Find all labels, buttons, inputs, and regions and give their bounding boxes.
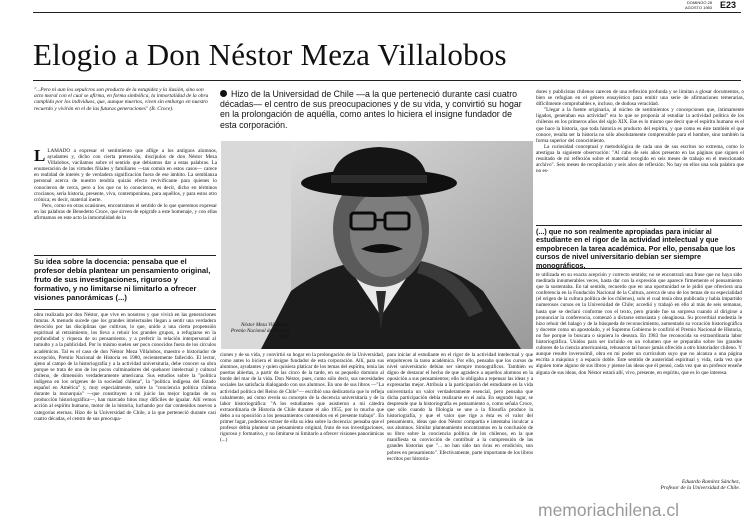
body-column-right xyxy=(536,89,744,174)
pull-quote-2: (...) que no son realmente apropiadas para iniciar al estudiante en el rigor de la actividad intelectual y que empobrecen la tarea académica. Por ello, pensaba que los cursos de nivel universitario debían ser siempre monográficos. xyxy=(536,227,736,270)
pull-quote-2-rule-bottom xyxy=(536,268,742,269)
date-line xyxy=(685,1,712,10)
lead-text: Hizo de la Universidad de Chile —a la que perteneció durante casi cuatro décadas— el centro de sus preocupaciones y de su vida, y convirtió su hogar en la prolongación de aquélla, como antes lo hiciera el insigne fundador de esta corporación. xyxy=(220,89,522,130)
portrait-photo xyxy=(221,141,533,349)
epigraph-text: "...Pero ni aun los sepulcros son producto de la estupidez y la ilusión, sino son acto moral con el cual se afirma, en forma simbólica, la inmortalidad de la obra cumplida por los individuos, que, aunque muertos, viven sin embargo en nuestro recuerdo y vivirán en el de las futuras generaciones" (B. Croce). xyxy=(34,87,209,112)
colR-paragraph-1: dores y publicistas chilenos carecen de una reflexión profunda y se limitan a glosar documentos, o bien se refugian en el género ensayístico para emitir una serie de afirmaciones temerarias, difícilmente comprobables e, incluso, de dudosa veracidad. xyxy=(536,89,744,108)
body-column-1 xyxy=(34,148,217,221)
bottom-column-3: para iniciar al estudiante en el rigor de la actividad intelectual y que empobrecen la tarea académica. Por ello, pensaba que los cursos de nivel universitario debían ser siempre monográficos. También es digno de destacar el hecho de que agradece a aquellos alumnos en la oposición a sus pensamientos; ello lo obligaba a repensar las ideas y a expresarlas mejor. Atribuía a la participación del estudiante en la vida universitaria un valor verdaderamente esencial, pero pensaba que dicha participación debía realizarse en el aula. En segundo lugar, se desprende que la historiografía es pensamiento o, como señala Croce, que sólo cuando la filología se une a la filosofía produce la historiografía, y que el valor que rige a ésta es el valor del pensamiento, ideas que don Néstor compartía e intentaba inculcar a sus alumnos. Similar planteamiento encontramos en la conclusión de su libro sobre la conciencia política de los chilenos, en la que manifiesta su convicción de contribuir a la comprensión de las grandes historias que "... no han sido tan ricas en erudición, son pobres en pensamiento". Efectivamente, parte importante de los libros escritos por historia- xyxy=(387,352,533,462)
pull-quote-1: Su idea sobre la docencia: pensaba que el profesor debía plantear un pensamiento original, fruto de sus investigaciones, riguroso y formativo, y no limitarse ni limitarlo a ofrecer visiones panorámicas (...) xyxy=(34,257,211,302)
signature xyxy=(590,479,740,492)
signature-role: Profesor de la Universidad de Chile. xyxy=(660,485,740,492)
date-line-2: AGOSTO 1983 xyxy=(684,4,712,10)
header-rule xyxy=(33,12,741,13)
bottom-column-1: obra realizada por don Néstor, que vive en nosotros y que vivirá en las generaciones futuras. A menudo sucede que los grandes intelectuales llegan a sentir una verdadera devoción por las disciplinas que cultivan, lo que, unido a una cierta propensión espiritual al retraimiento, los lleva a rehuir los grandes grupos, a refugiarse en la profundidad y riqueza de su pensamiento, y a preferir la relación interpersonal al tumulto y a la publicidad. Por lo mismo suelen ser poco conocidos fuera de los círculos académicos. Tal es el caso de don Néstor Meza Villalobos, maestro e historiador de excepción, Premio Nacional de Historia en 1980, recientemente fallecido. El lector, ajeno al campo de la historiografía y a la actividad universitaria, debe conocer su obra porque se trata de uno de los pocos culminadores del quehacer intelectual y cultural chileno, de dimensión verdaderamente americana. Sus estudios sobre la "política indígena en los orígenes de la sociedad chilena", la "política indígena del Estado español en América" y, muy especialmente, sobre la "conciencia política chilena durante la monarquía" —que constituyen a mi juicio las mejor logradas de su producción historiográfica—, han marcado hitos muy difíciles de igualar. Allí vemos acción al espíritu humano, motor de la historia, luchando por dar contenidos nuevos a categorías eternas. Hizo de la Universidad de Chile, a la que perteneció durante casi cuatro décadas, el centro de sus preocupa- xyxy=(34,312,216,422)
bottom-column-4: te utilizada en su exacta acepción y correcto sentido; no se encontrará una frase que no haya sido meditada innumerables veces, hasta dar con la expresión que aparece firmemente el pensamiento que la sustentaba. En tal sentido, recuerdo que en una oportunidad se le pidió que ofreciera una conferencia en la Fundación Nacional de la Cultura, acerca de uno de los temas de su especialidad (el origen de la cultura política de los chilenos), solo el cual tenía obra publicada y había impartido numerosos cursos en la Universidad de Chile; accedió y trabajó en ello al más de seis semanas, hasta que se declaró conforme con el texto, pero grande fue su sorpresa cuando al dirigirse a pronunciar la conferencia, comenzó a dictarse entusiasta y oleaginosa. Su proverbial modestia le hizo rehuir del halago y de la búsqueda de reconocimiento, aumentado su vocación historiográfica y docente como un apostolado, y el Supremo Gobierno le confirió el Premio Nacional de Historia, no fue porque lo buscara o siquiera lo deseara. En 1983 fue reconocida su extraordinaria labor historiográfica. Unidos para ser incluido en un volumen que se preparaba sobre los grandes cultores de la ciencia americanista, rehusaron tal honor jamás ofrecido a otro historiador chileno. Y aunque resulte inverosímil, obra en mi poder un currículum suyo que no alcanza a una página escrita a máquina y a espacio doble. Este sentido de austeridad espiritual y vida, cada vez que alguien tome alguno de sus libros y piense las ideas que él pensó, cada vez que un profesor enseñe alguna de sus ideas, don Néstor estará allí, vivo, presente, en espíritu, que es lo que interesa. xyxy=(536,272,742,376)
watermark-text: memoriachilena.cl xyxy=(538,500,680,520)
colR-paragraph-2: "Llegar a la fuente originaria, al núcleo de sentimientos y concepciones que, íntimamente ligados, generaban esa actividad" era lo que se proponía al estudiar la actividad política de los chilenos en los primeros años del siglo XIX. Ese es lo mismo que decir que el espíritu humano es el que hace la historia, que toda historia es producto del espíritu, y que como es éste también el que conoce, resulta ser la historia no sólo absolutamente comprensible para el hombre, sino también la forma superior del conocimiento. xyxy=(536,107,744,144)
col1-paragraph-1: LAMADO a expresar el sentimiento que aflige a los antiguos alumnos, ayudantes y, dicho con cierta pretensión, discípulos de don Néstor Meza Villalobos, vacilamos sobre el sentido que debiamos dar a estas palabras. La enumeración de las virtudes filiales y familiares —tan común en estos casos— carece en realidad de interés y de verdadera significación fuera de ese ámbito. La semblanza personal acerca de nuestro tendría quizás efecto revivificante para quienes lo conocieron de cerca, pero a los que no lo conocieron, es decir, dicho en términos crocianos, sería historia, presente, viva, contemporánea, para aquéllos, y para estos otro crónica; es decir, material inerte. xyxy=(34,148,217,203)
watermark xyxy=(538,500,679,521)
pull-quote-2-rule xyxy=(536,225,742,226)
pull-quote-rule-bottom xyxy=(34,309,216,310)
bottom-column-2: ciones y de su vida, y convirtió su hogar en la prolongación de la Universidad, como antes lo hiciera el insigne fundador de esta corporación. Allí, para sus alumnos, ayudantes y quien quisiera platicar de los temas del espíritu, tenía las puertas abiertas, a partir de las cinco de la tarde, en su pequeño dominio al borde del mar de la vida. Don Néstor, pues, como sólo decir, sus necesidades sociales las satisfacía dialogando con sus alumnos. En uno de sus libros —"La actividad política del Reino de Chile"— escribió una dedicatoria que lo refleja cabalmente, así como revela su concepto de la docencia universitaria y de la labor historiográfica: "A los estudiantes que asistieron a mi cátedra extraordinaria de Historia de Chile durante el año 1955, por lo mucho que debo a su oposición a los pensamientos contenidos en el presente trabajo". En primer lugar, podemos extraer de ella su idea sobre la docencia: pensaba que el profesor debía plantear un pensamiento original, fruto de sus investigaciones, riguroso y formativo, y no limitarse ni limitarlo a ofrecer visiones panorámicas (...) xyxy=(220,352,384,444)
photo-caption: Néstor Meza Villalobos, Premio Nacional de Historia 1980. xyxy=(230,322,290,340)
col1-paragraph-2: Pero, como en otras ocasiones, encontramos el sentido de lo que queremos expresar en las palabras de Benedetto Croce, que sirven de epígrafe a este homenaje, y con ellas afirmamos en este acto la inmortalidad de la xyxy=(34,202,217,222)
page-number: E23 xyxy=(719,0,736,10)
bullet-icon xyxy=(220,90,227,97)
epigraph xyxy=(34,87,214,112)
lead-paragraph xyxy=(220,89,530,130)
pull-quote-rule xyxy=(34,255,216,256)
portrait-illustration xyxy=(221,141,533,349)
colR-paragraph-3: La curiosidad conceptual y metodológica de cada uno de sus escritos no extrema, como lo atestigua la siguiente observación: "Al cabo de seis años presento en las páginas que siguen el resultado de mi reflexión sobre el material recogido en seis meses de trabajo en el mencionado archivo". Seis meses de recopilación y seis años de reflexión: No hay en ellos una sola palabra que no es- xyxy=(536,143,744,175)
date-line-1: DOMINGO 28 xyxy=(686,0,712,5)
article-title: Elogio a Don Néstor Meza Villalobos xyxy=(33,37,507,72)
signature-name: Eduardo Ramírez Sánchez, xyxy=(681,479,740,485)
drop-cap: L xyxy=(34,146,46,165)
title-rule xyxy=(33,80,741,81)
